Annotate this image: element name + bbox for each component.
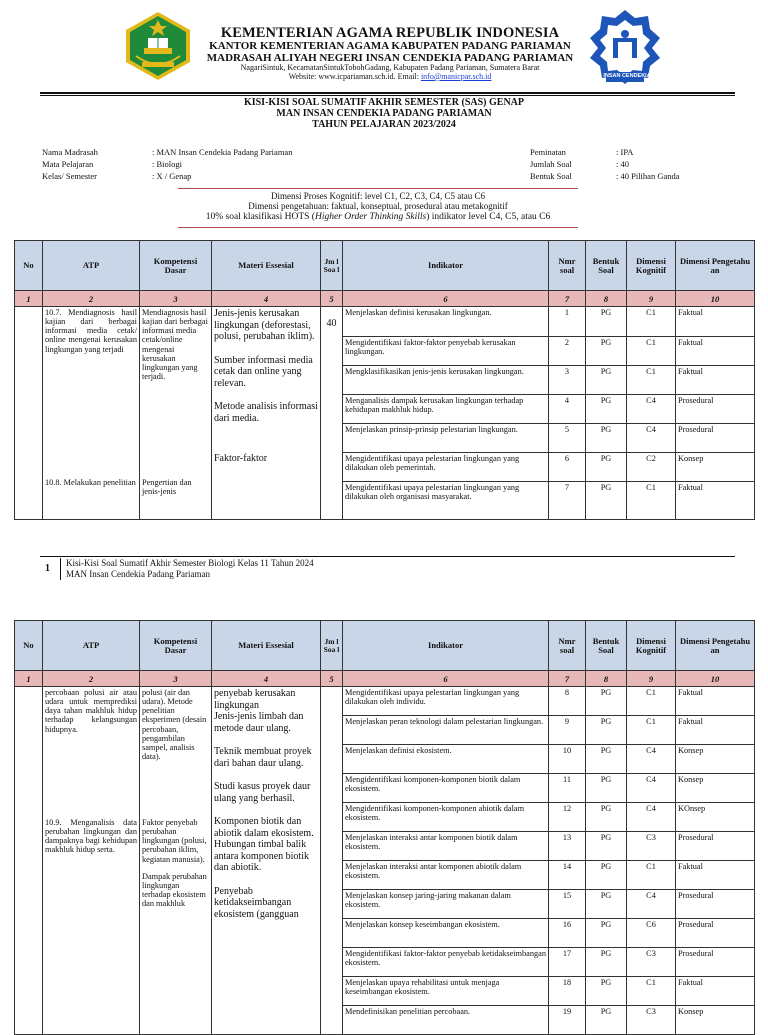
indicator: Menjelaskan definisi kerusakan lingkungan. xyxy=(343,307,549,337)
table-row: Mengidentifikasi upaya pelestarian lingkungan yang dilakukan oleh pemerintah. 6 PG C2 Konsep xyxy=(15,453,755,482)
table-row: Mengidentifikasi komponen-komponen biotik dalam ekosistem. 11 PG C4 Konsep xyxy=(15,774,755,803)
table-row: Mendefinisikan penelitian percobaan. 19 PG C3 Konsep xyxy=(15,1006,755,1035)
doc-title-3: TAHUN PELAJARAN 2023/2024 xyxy=(312,119,456,130)
table-row: Mengidentifikasi komponen-komponen abiotik dalam ekosistem. 12 PG C4 KOnsep xyxy=(15,803,755,832)
table-row: Menjelaskan konsep keseimbangan ekosistem. 16 PG C6 Prosedural xyxy=(15,919,755,948)
atp-10-9: 10.9. Menganalisis data perubahan lingkungan dan dampaknya bagi kehidupan makhluk hidup serta. xyxy=(45,818,137,855)
footer-rule xyxy=(40,556,735,557)
info-right: Peminatan : IPA Jumlah Soal : 40 Bentuk Soal : 40 Pilihan Ganda xyxy=(530,147,680,182)
kd-item: Faktor penyebab perubahan lingkungan (polusi, perubahan iklim, kegiatan manusia). xyxy=(142,818,207,864)
doc-title-1: KISI-KISI SOAL SUMATIF AKHIR SEMESTER (SAS) GENAP xyxy=(243,97,525,108)
indicator: Menjelaskan peran teknologi dalam pelestarian lingkungan. xyxy=(343,716,549,745)
column-number-row: 1 2 3 4 5 6 7 8 9 10 xyxy=(15,671,755,687)
kisi-table-page1 xyxy=(14,240,755,520)
indicator: Menjelaskan konsep jaring-jaring makanan dalam ekosistem. xyxy=(343,890,549,919)
office-name: KANTOR KEMENTERIAN AGAMA KABUPATEN PADANG PARIAMAN xyxy=(209,40,571,53)
indicator: Mengidentifikasi upaya pelestarian lingkungan yang dilakukan oleh organisasi masyarakat. xyxy=(343,482,549,520)
table-row: Mengidentifikasi faktor-faktor penyebab kerusakan lingkungan. 2 PG C1 Faktual xyxy=(15,337,755,366)
table-row: Menjelaskan peran teknologi dalam pelestarian lingkungan. 9 PG C1 Faktual xyxy=(15,716,755,745)
materi-item: penyebab kerusakan lingkungan xyxy=(214,688,296,711)
doc-title-2: MAN INSAN CENDEKIA PADANG PARIAMAN xyxy=(276,108,492,119)
materi-item: Hubungan timbal balik antara komponen biotik dan abiotik. xyxy=(214,839,309,873)
right-logo-caption: INSAN CENDEKIA xyxy=(603,73,651,79)
table-row: 10.7. Mendiagnosis hasil kajian dari berbagai informasi media cetak/ online mengenai kerusakan lingkungan yang terjadi 10.8. Melakukan penelitian Mendiagnosis hasil kajian dari berbagai informasi media cetak/online mengenai kerusakan lingkungan yang terjadi. Pengertian dan jenis-jenis Jenis-jenis kerusakan lingkungan (deforestasi, polusi, perubahan iklim). Sumber informasi media cetak dan online yang relevan. Metode analisis informasi dari media. Faktor-faktor 40 Menjelaskan definisi kerusakan lingkungan. 1 PG C1 Faktual xyxy=(15,307,755,337)
materi-item: Sumber informasi media cetak dan online yang relevan. xyxy=(214,354,313,389)
table-row: Mengidentifikasi upaya pelestarian lingkungan yang dilakukan oleh organisasi masyarakat. 7 PG C1 Faktual xyxy=(15,482,755,520)
kd-10-7: Mendiagnosis hasil kajian dari berbagai informasi media cetak/online mengenai kerusakan lingkungan yang terjadi. xyxy=(142,308,208,381)
dimension-rule-bottom xyxy=(178,227,578,228)
indicator: Menjelaskan prinsip-prinsip pelestarian lingkungan. xyxy=(343,424,549,453)
dimension-rule-top xyxy=(178,188,578,189)
email-link[interactable]: info@manicpar.sch.id xyxy=(420,71,492,81)
indicator: Menjelaskan interaksi antar komponen biotik dalam ekosistem. xyxy=(343,832,549,861)
column-number-row: 1 2 3 4 5 6 7 8 9 10 xyxy=(15,291,755,307)
table-row: Menjelaskan interaksi antar komponen biotik dalam ekosistem. 13 PG C3 Prosedural xyxy=(15,832,755,861)
ministry-name: KEMENTERIAN AGAMA REPUBLIK INDONESIA xyxy=(220,25,560,41)
materi-item: Studi kasus proyek daur ulang yang berhasil. xyxy=(214,781,311,804)
dimension-info: Dimensi Proses Kognitif: level C1, C2, C3, C4, C5 atau C6 Dimensi pengetahuan: faktual, konseptual, prosedural atau metakognitif 10% soal klasifikasi HOTS (Higher Order Thinking Skills) indikator level C4, C5, atau C6 xyxy=(205,191,551,222)
table-row: Menjelaskan interaksi antar komponen abiotik dalam ekosistem. 14 PG C1 Faktual xyxy=(15,861,755,890)
school-name: MADRASAH ALIYAH NEGERI INSAN CENDEKIA PADANG PARIAMAN xyxy=(206,51,574,64)
indicator: Menjelaskan upaya rehabilitasi untuk menjaga keseimbangan ekosistem. xyxy=(343,977,549,1006)
school-address: NagariSintuk, KecamatanSintukTobohGadang, Kabupaten Padang Pariaman, Sumatera Barat xyxy=(240,63,540,73)
table-row: Mengidentifikasi faktor-faktor penyebab ketidakseimbangan ekosistem. 17 PG C3 Prosedural xyxy=(15,948,755,977)
atp-10-8: 10.8. Melakukan penelitian xyxy=(45,478,136,487)
header-rule xyxy=(40,92,735,94)
info-left: Nama Madrasah : MAN Insan Cendekia Padang Pariaman Mata Pelajaran : Biologi Kelas/ Semester : X / Genap xyxy=(42,147,293,182)
indicator: Menganalisis dampak kerusakan lingkungan terhadap kehidupan makhluk hidup. xyxy=(343,395,549,424)
table-row: Menganalisis dampak kerusakan lingkungan terhadap kehidupan makhluk hidup. 4 PG C4 Prosedural xyxy=(15,395,755,424)
indicator: Mengidentifikasi komponen-komponen biotik dalam ekosistem. xyxy=(343,774,549,803)
page-number: 1 xyxy=(45,563,50,574)
header-row: No ATP Kompetensi Dasar Materi Essesial Jm l Soa l Indikator Nmr soal Bentuk Soal Dimensi Kognitif Dimensi Pengetahu an xyxy=(15,621,755,671)
materi-item: Faktor-faktor xyxy=(214,453,268,464)
indicator: Menjelaskan definisi ekosistem. xyxy=(343,745,549,774)
school-contact: Website: www.icpariaman.sch.id. Email: info@manicpar.sch.id xyxy=(288,71,492,81)
indicator: Menjelaskan konsep keseimbangan ekosistem. xyxy=(343,919,549,948)
kd-10-8: Pengertian dan jenis-jenis xyxy=(142,478,192,497)
table-row: Menjelaskan upaya rehabilitasi untuk menjaga keseimbangan ekosistem. 18 PG C1 Faktual xyxy=(15,977,755,1006)
jumlah-soal: 40 xyxy=(326,318,337,329)
kd-item: polusi (air dan udara). Metode penelitian eksperimen (desain percobaan, pengambilan sampel, analisis data). xyxy=(142,688,207,761)
footer-text: Kisi-Kisi Soal Sumatif Akhir Semester Biologi Kelas 11 Tahun 2024 MAN Insan Cendekia Padang Pariaman xyxy=(66,558,314,579)
indicator: Mendefinisikan penelitian percobaan. xyxy=(343,1006,549,1035)
materi-item: Teknik membuat proyek dari bahan daur ulang. xyxy=(214,746,312,769)
indicator: Mengidentifikasi komponen-komponen abiotik dalam ekosistem. xyxy=(343,803,549,832)
indicator: Mengidentifikasi faktor-faktor penyebab kerusakan lingkungan. xyxy=(343,337,549,366)
table-row: Mengklasifikasikan jenis-jenis kerusakan lingkungan. 3 PG C1 Faktual xyxy=(15,366,755,395)
table-row: Menjelaskan prinsip-prinsip pelestarian lingkungan. 5 PG C4 Prosedural xyxy=(15,424,755,453)
materi-item: Jenis-jenis limbah dan metode daur ulang. xyxy=(214,711,304,734)
header-row: No ATP Kompetensi Dasar Materi Essesial Jm l Soa l Indikator Nmr soal Bentuk Soal Dimensi Kognitif Dimensi Pengetahu an xyxy=(15,241,755,291)
materi-item: Jenis-jenis kerusakan lingkungan (deforestasi, polusi, perubahan iklim). xyxy=(214,308,315,342)
materi-item: Metode analisis informasi dari media. xyxy=(214,401,318,424)
materi-item: Komponen biotik dan abiotik dalam ekosistem. xyxy=(214,816,314,839)
kd-item: Dampak perubahan lingkungan terhadap ekosistem dan makhluk xyxy=(142,871,207,908)
header-rule-thin xyxy=(40,95,735,96)
footer-divider xyxy=(60,558,61,580)
indicator: Mengidentifikasi upaya pelestarian lingkungan yang dilakukan oleh pemerintah. xyxy=(343,453,549,482)
indicator: Mengidentifikasi upaya pelestarian lingkungan yang dilakukan oleh individu. xyxy=(343,687,549,716)
kisi-table-page2 xyxy=(14,620,755,1035)
indicator: Menjelaskan interaksi antar komponen abiotik dalam ekosistem. xyxy=(343,861,549,890)
table-row: Menjelaskan konsep jaring-jaring makanan dalam ekosistem. 15 PG C4 Prosedural xyxy=(15,890,755,919)
indicator: Mengklasifikasikan jenis-jenis kerusakan lingkungan. xyxy=(343,366,549,395)
table-row: Menjelaskan definisi ekosistem. 10 PG C4 Konsep xyxy=(15,745,755,774)
atp-10-7: 10.7. Mendiagnosis hasil kajian dari berbagai informasi media cetak/ online mengenai kerusakan lingkungan yang terjadi xyxy=(45,308,137,354)
kemenag-logo xyxy=(122,10,194,82)
letterhead xyxy=(195,26,585,81)
table-row: percobaan polusi air atau udara untuk memprediksi daya tahan makhluk hidup terhadap kelangsungan hidupnya. 10.9. Menganalisis data perubahan lingkungan dan dampaknya bagi kehidupan makhluk hidup serta. polusi (air dan udara). Metode penelitian eksperimen (desain percobaan, pengambilan sampel, analisis data). Faktor penyebab perubahan lingkungan (polusi, perubahan iklim, kegiatan manusia). Dampak perubahan lingkungan terhadap ekosistem dan makhluk penyebab kerusakan lingkungan Jenis-jenis limbah dan metode daur ulang. Teknik membuat proyek dari bahan daur ulang. Studi kasus proyek daur ulang yang berhasil. Komponen biotik dan abiotik dalam ekosistem. Hubungan timbal balik antara komponen biotik dan abiotik. Penyebab ketidakseimbangan ekosistem (gangguan Mengidentifikasi upaya pelestarian lingkungan yang dilakukan oleh individu. 8 PG C1 Faktual xyxy=(15,687,755,716)
materi-item: Penyebab ketidakseimbangan ekosistem (gangguan xyxy=(214,885,299,920)
atp-10-8-cont: percobaan polusi air atau udara untuk memprediksi daya tahan makhluk hidup terhadap kelangsungan hidupnya. xyxy=(45,688,137,734)
indicator: Mengidentifikasi faktor-faktor penyebab ketidakseimbangan ekosistem. xyxy=(343,948,549,977)
